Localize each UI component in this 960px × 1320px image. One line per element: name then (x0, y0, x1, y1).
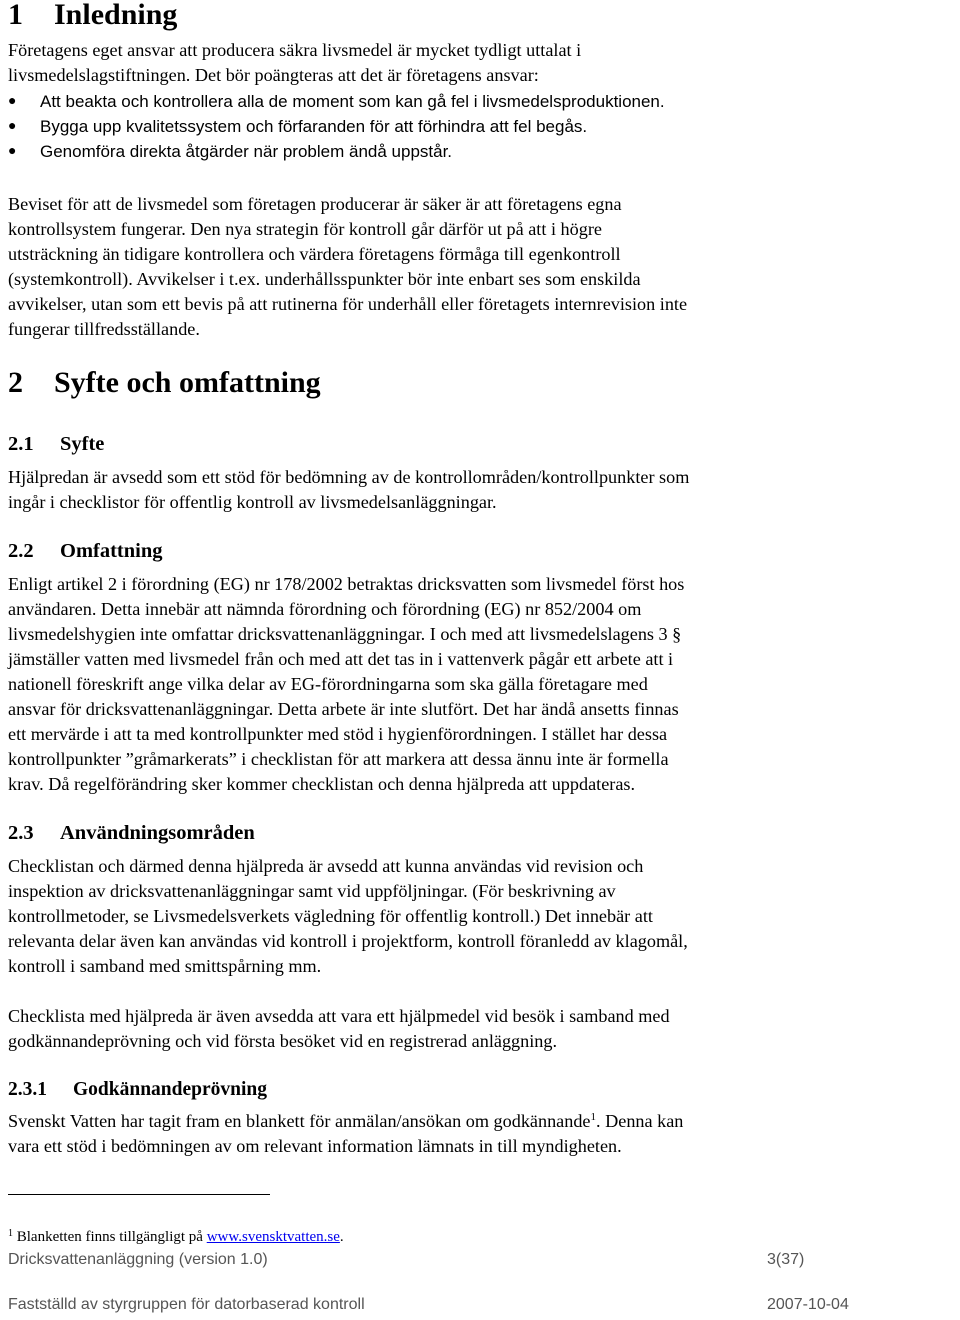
s23-p1-line-1: Checklistan och därmed denna hjälpreda är avsedd att kunna användas vid revision och (8, 856, 644, 876)
para2-line-5: avvikelser, utan som ett bevis på att rutinerna för underhåll eller företagets internrevision inte (8, 294, 688, 314)
s23-p1-line-4: relevanta delar även kan användas vid kontroll i projektform, kontroll föranledd av klagomål, (8, 931, 688, 951)
intro-line-1: Företagens eget ansvar att producera säkra livsmedel är mycket tydligt uttalat i (8, 40, 582, 60)
s22-line-8: kontrollpunkter ”gråmarkerats” i checklistan för att markera att dessa ännu inte är formella (8, 749, 669, 769)
s22-line-7: ett mervärde i att ta med kontrollpunkter med stöd i hygienförordningen. I stället har dessa (8, 724, 668, 744)
s23-p1-line-5: kontroll i samband med smittspårning mm. (8, 956, 322, 976)
subsection-2-1-heading (8, 431, 104, 457)
section-1-heading (8, 0, 177, 32)
bullet-icon: ● (8, 94, 17, 109)
bullet-icon: ● (8, 144, 17, 159)
bullet-item-3: Genomföra direkta åtgärder när problem ändå uppstår. (40, 142, 453, 161)
s23-p1-line-2: inspektion av dricksvattenanläggningar samt vid uppföljningar. (För beskrivning av (8, 881, 616, 901)
para2-line-2: kontrollsystem fungerar. Den nya strategin för kontroll går därför ut på att i högre (8, 219, 602, 239)
footnote-end: . (339, 1229, 344, 1245)
footnote-separator (8, 1194, 270, 1195)
s22-line-6: ansvar för dricksvattenanläggningar. Detta arbete är inte slutfört. Det har ändå ansetts finnas (8, 699, 679, 719)
footer-page-number: 3(37) (767, 1251, 805, 1268)
footer-approval: Fastställd av styrgruppen för datorbaserad kontroll (8, 1296, 365, 1313)
footnote-text: Blanketten finns tillgängligt på (16, 1229, 203, 1245)
subsection-number: 2.1 (8, 433, 34, 455)
s23-p2-line-1: Checklista med hjälpreda är även avsedda att vara ett hjälpmedel vid besök i samband med (8, 1006, 670, 1026)
subsection-2-3-1-heading (8, 1077, 267, 1102)
intro-line-2: livsmedelslagstiftningen. Det bör poängteras att det är företagens ansvar: (8, 65, 539, 85)
subsection-title: Godkännandeprövning (73, 1079, 268, 1100)
s23-p1-line-3: kontrollmetoder, se Livsmedelsverkets vägledning för offentlig kontroll.) Det innebär att (8, 906, 653, 926)
bullet-item-2: Bygga upp kvalitetssystem och förfaranden för att förhindra att fel begås. (40, 117, 588, 136)
s231-line-2: vara ett stöd i bedömningen av om relevant information lämnats in till myndigheten. (8, 1136, 622, 1156)
subsection-2-2-heading (8, 538, 163, 564)
subsection-number: 2.2 (8, 540, 34, 562)
section-number: 1 (8, 0, 23, 31)
para2-line-3: utsträckning än tidigare kontrollera och värdera företagens förmåga till egenkontroll (8, 244, 621, 264)
subsection-number: 2.3 (8, 822, 34, 844)
section-title: Inledning (54, 0, 178, 31)
footnote-number: 1 (8, 1228, 13, 1239)
s22-line-2: användaren. Detta innebär att nämnda förordning och förordning (EG) nr 852/2004 om (8, 599, 642, 619)
section-title: Syfte och omfattning (54, 366, 321, 399)
s22-line-3: livsmedelshygien inte omfattar dricksvattenanläggningar. I och med att livsmedelslagens 3 § (8, 624, 682, 644)
footer-doc-title: Dricksvattenanläggning (version 1.0) (8, 1251, 268, 1268)
footnote-link[interactable]: www.svensktvatten.se (206, 1229, 340, 1245)
s231-line-1-end: . Denna kan (596, 1111, 684, 1131)
para2-line-6: fungerar tillfredsställande. (8, 319, 200, 339)
section-number: 2 (8, 366, 23, 399)
bullet-icon: ● (8, 119, 17, 134)
para2-line-4: (systemkontroll). Avvikelser i t.ex. underhållsspunkter bör inte enbart ses som enskilda (8, 269, 641, 289)
subsection-2-3-heading (8, 820, 255, 846)
s23-p2-line-2: godkännandeprövning och vid första besöket vid en registrerad anläggning. (8, 1031, 558, 1051)
bullet-item-1: Att beakta och kontrollera alla de moment som kan gå fel i livsmedelsproduktionen. (40, 92, 665, 111)
s231-line-1-text: Svenskt Vatten har tagit fram en blankett för anmälan/ansökan om godkännande (8, 1111, 591, 1131)
subsection-title: Syfte (60, 433, 105, 455)
s22-line-5: nationell föreskrift ange vilka delar av EG-förordningarna som ska gälla företagare med (8, 674, 648, 694)
s22-line-9: krav. Då regelförändring sker kommer checklistan och denna hjälpreda att uppdateras. (8, 774, 636, 794)
subsection-title: Användningsområden (60, 822, 255, 844)
s21-line-1: Hjälpredan är avsedd som ett stöd för bedömning av de kontrollområden/kontrollpunkter som (8, 467, 690, 487)
s22-line-1: Enligt artikel 2 i förordning (EG) nr 178/2002 betraktas dricksvatten som livsmedel först hos (8, 574, 685, 594)
subsection-title: Omfattning (60, 540, 163, 562)
subsection-number: 2.3.1 (8, 1079, 47, 1100)
s21-line-2: ingår i checklistor för offentlig kontroll av livsmedelsanläggningar. (8, 492, 497, 512)
footer-date: 2007-10-04 (767, 1296, 849, 1313)
footnote (8, 1224, 344, 1247)
para2-line-1: Beviset för att de livsmedel som företagen producerar är säker är att företagens egna (8, 194, 622, 214)
footnote-reference[interactable]: 1 (590, 1111, 597, 1123)
s231-line-1 (8, 1109, 683, 1134)
section-2-heading (8, 366, 321, 400)
s22-line-4: jämställer vatten med livsmedel från och med att det tas in i vattenverk pågår ett arbete att i (8, 649, 674, 669)
